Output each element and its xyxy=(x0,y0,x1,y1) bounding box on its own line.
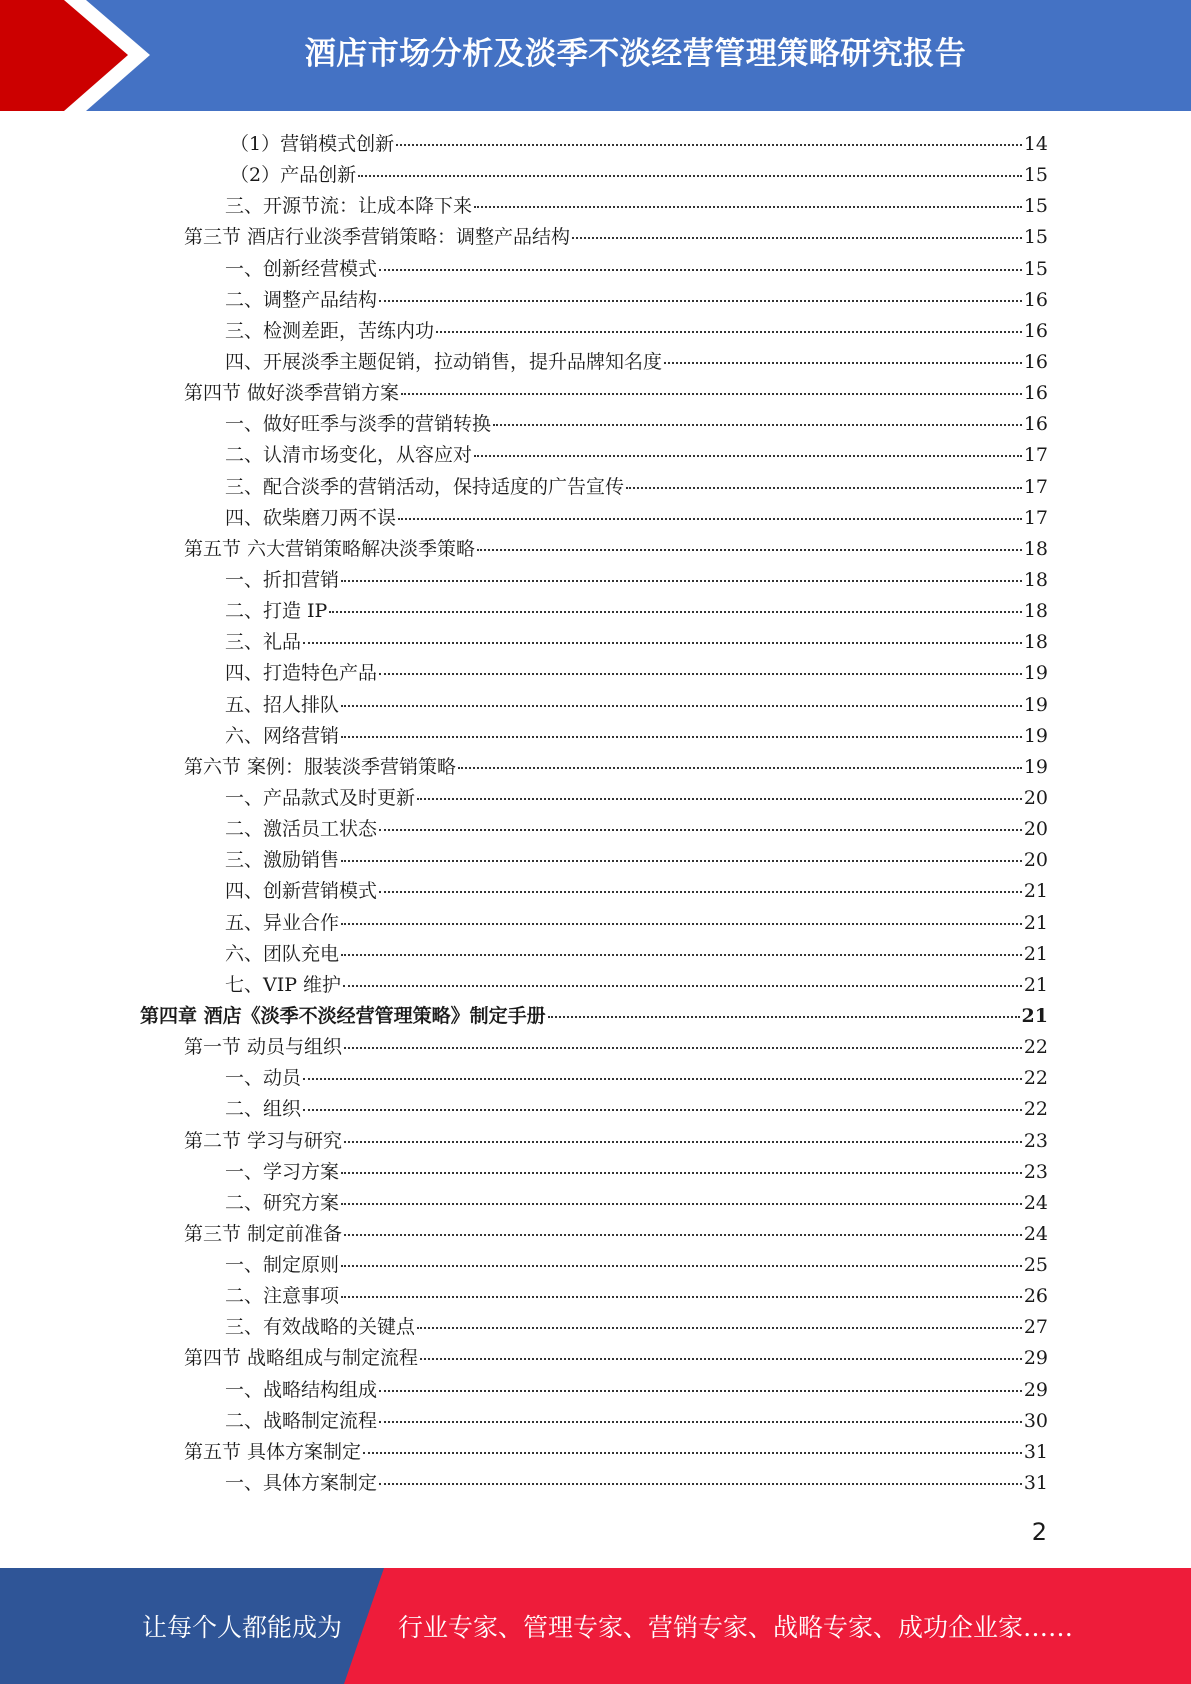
toc-entry-title: 第三节 酒店行业淡季营销策略：调整产品结构 xyxy=(184,226,571,249)
toc-dot-leader xyxy=(344,1234,1022,1236)
toc-entry-title: 一、产品款式及时更新 xyxy=(225,786,416,809)
toc-entry[interactable] xyxy=(140,1001,1048,1032)
toc-entry-title: 一、创新经营模式 xyxy=(225,257,378,280)
toc-entry-page-number: 27 xyxy=(1023,1316,1048,1339)
toc-entry-title: 六、网络营销 xyxy=(225,724,340,747)
toc-entry-title: 第二节 学习与研究 xyxy=(184,1129,343,1152)
toc-dot-leader xyxy=(341,1296,1022,1298)
toc-entry-title: 第五节 具体方案制定 xyxy=(184,1440,362,1463)
toc-entry-title: 四、开展淡季主题促销，拉动销售，提升品牌知名度 xyxy=(225,350,663,373)
toc-entry-page-number: 30 xyxy=(1023,1409,1048,1432)
toc-dot-leader xyxy=(401,393,1022,395)
toc-dot-leader xyxy=(358,175,1022,177)
toc-entry[interactable] xyxy=(140,1032,1048,1063)
toc-entry[interactable] xyxy=(140,565,1048,596)
toc-entry[interactable] xyxy=(140,814,1048,845)
toc-entry-title: 五、招人排队 xyxy=(225,693,340,716)
toc-dot-leader xyxy=(303,1078,1022,1080)
toc-entry-page-number: 15 xyxy=(1023,164,1048,187)
toc-entry[interactable] xyxy=(140,1406,1048,1437)
toc-entry[interactable] xyxy=(140,129,1048,160)
toc-entry-title: 第三节 制定前准备 xyxy=(184,1222,343,1245)
toc-entry-page-number: 19 xyxy=(1023,662,1048,685)
toc-entry-page-number: 25 xyxy=(1023,1254,1048,1277)
toc-entry-page-number: 19 xyxy=(1023,693,1048,716)
toc-dot-leader xyxy=(417,1327,1022,1329)
toc-entry[interactable] xyxy=(140,347,1048,378)
toc-entry-title: 三、检测差距，苦练内功 xyxy=(225,319,435,342)
toc-entry-page-number: 21 xyxy=(1023,942,1048,965)
toc-entry[interactable] xyxy=(140,1094,1048,1125)
toc-entry-title: 四、砍柴磨刀两不误 xyxy=(225,506,397,529)
toc-dot-leader xyxy=(379,829,1022,831)
toc-entry-page-number: 16 xyxy=(1023,319,1048,342)
toc-entry-page-number: 15 xyxy=(1023,195,1048,218)
toc-dot-leader xyxy=(341,860,1022,862)
toc-dot-leader xyxy=(436,331,1022,333)
toc-entry-page-number: 23 xyxy=(1023,1129,1048,1152)
toc-entry[interactable] xyxy=(140,503,1048,534)
toc-entry-page-number: 16 xyxy=(1023,350,1048,373)
toc-entry-title: 第四章 酒店《淡季不淡经营管理策略》制定手册 xyxy=(140,1004,546,1027)
toc-dot-leader xyxy=(341,954,1022,956)
toc-entry-title: 二、注意事项 xyxy=(225,1285,340,1308)
toc-entry-title: 一、战略结构组成 xyxy=(225,1378,378,1401)
toc-entry-title: 五、异业合作 xyxy=(225,911,340,934)
toc-entry-title: 一、折扣营销 xyxy=(225,568,340,591)
toc-entry-title: 第一节 动员与组织 xyxy=(184,1036,343,1059)
toc-entry-page-number: 29 xyxy=(1023,1378,1048,1401)
toc-entry[interactable] xyxy=(140,627,1048,658)
toc-entry-title: 一、具体方案制定 xyxy=(225,1472,378,1495)
toc-entry-title: 二、激活员工状态 xyxy=(225,818,378,841)
toc-entry-title: 六、团队充电 xyxy=(225,942,340,965)
toc-dot-leader xyxy=(417,798,1022,800)
toc-entry-title: （1）营销模式创新 xyxy=(230,133,395,155)
toc-entry-page-number: 16 xyxy=(1023,382,1048,405)
toc-entry[interactable] xyxy=(140,908,1048,939)
page-header xyxy=(0,0,1191,111)
toc-entry-title: 三、配合淡季的营销活动，保持适度的广告宣传 xyxy=(225,475,625,498)
toc-entry-page-number: 22 xyxy=(1023,1036,1048,1059)
toc-dot-leader xyxy=(379,673,1022,675)
toc-entry-title: 第五节 六大营销策略解决淡季策略 xyxy=(184,537,476,560)
document-title: 酒店市场分析及淡季不淡经营管理策略研究报告 xyxy=(304,35,967,72)
toc-entry-title: 二、战略制定流程 xyxy=(225,1409,378,1432)
toc-entry[interactable] xyxy=(140,222,1048,253)
toc-entry-page-number: 20 xyxy=(1023,818,1048,841)
toc-entry-title: 四、创新营销模式 xyxy=(225,880,378,903)
toc-dot-leader xyxy=(458,767,1022,769)
toc-entry[interactable] xyxy=(140,970,1048,1001)
toc-entry-page-number: 24 xyxy=(1023,1222,1048,1245)
toc-entry[interactable] xyxy=(140,1157,1048,1188)
toc-entry-title: 四、打造特色产品 xyxy=(225,662,378,685)
toc-entry-title: 三、礼品 xyxy=(225,631,302,654)
toc-dot-leader xyxy=(572,237,1022,239)
toc-entry-page-number: 21 xyxy=(1023,973,1048,996)
toc-dot-leader xyxy=(379,1483,1022,1485)
toc-entry-page-number: 22 xyxy=(1023,1067,1048,1090)
toc-dot-leader xyxy=(664,362,1022,364)
toc-entry[interactable] xyxy=(140,721,1048,752)
toc-dot-leader xyxy=(379,1421,1022,1423)
toc-dot-leader xyxy=(420,1358,1022,1360)
toc-entry[interactable] xyxy=(140,1126,1048,1157)
toc-entry-title: 第四节 战略组成与制定流程 xyxy=(184,1347,419,1370)
footer-slogan-left: 让每个人都能成为 xyxy=(142,1613,343,1642)
toc-entry[interactable] xyxy=(140,1343,1048,1374)
toc-dot-leader xyxy=(363,1452,1022,1454)
toc-entry[interactable] xyxy=(140,1281,1048,1312)
toc-entry-title: 二、调整产品结构 xyxy=(225,288,378,311)
toc-dot-leader xyxy=(379,1390,1022,1392)
toc-entry-page-number: 21 xyxy=(1023,880,1048,903)
toc-entry-title: 七、VIP 维护 xyxy=(225,973,342,996)
toc-dot-leader xyxy=(396,144,1022,146)
page-number: 2 xyxy=(1031,1518,1047,1546)
toc-entry-page-number: 14 xyxy=(1023,133,1048,155)
toc-entry-title: 二、认清市场变化，从容应对 xyxy=(225,444,473,467)
toc-entry-title: 一、学习方案 xyxy=(225,1160,340,1183)
toc-dot-leader xyxy=(344,1141,1022,1143)
toc-entry[interactable] xyxy=(140,596,1048,627)
toc-dot-leader xyxy=(344,1047,1022,1049)
toc-entry[interactable] xyxy=(140,1437,1048,1468)
toc-entry-title: 二、研究方案 xyxy=(225,1191,340,1214)
toc-dot-leader xyxy=(379,269,1022,271)
toc-entry[interactable] xyxy=(140,1375,1048,1406)
toc-entry[interactable] xyxy=(140,783,1048,814)
toc-dot-leader xyxy=(474,206,1022,208)
toc-entry-page-number: 17 xyxy=(1023,475,1048,498)
page-footer xyxy=(0,1568,1191,1684)
toc-entry[interactable] xyxy=(140,1312,1048,1343)
toc-entry[interactable] xyxy=(140,1219,1048,1250)
toc-entry-page-number: 24 xyxy=(1023,1191,1048,1214)
toc-dot-leader xyxy=(329,611,1021,613)
toc-entry[interactable] xyxy=(140,845,1048,876)
toc-entry-title: 第六节 案例：服装淡季营销策略 xyxy=(184,755,457,778)
toc-entry-page-number: 15 xyxy=(1023,226,1048,249)
toc-entry-page-number: 31 xyxy=(1023,1472,1048,1495)
toc-entry-page-number: 31 xyxy=(1023,1440,1048,1463)
toc-dot-leader xyxy=(548,1016,1020,1018)
toc-dot-leader xyxy=(626,487,1022,489)
toc-entry-page-number: 20 xyxy=(1023,849,1048,872)
toc-entry-page-number: 29 xyxy=(1023,1347,1048,1370)
toc-entry-title: 三、激励销售 xyxy=(225,849,340,872)
toc-entry-page-number: 18 xyxy=(1023,537,1048,560)
toc-entry-title: 二、组织 xyxy=(225,1098,302,1121)
toc-dot-leader xyxy=(379,300,1022,302)
toc-entry-title: 一、做好旺季与淡季的营销转换 xyxy=(225,413,492,436)
toc-entry-page-number: 15 xyxy=(1023,257,1048,280)
toc-dot-leader xyxy=(341,1265,1022,1267)
toc-entry-title: 三、有效战略的关键点 xyxy=(225,1316,416,1339)
toc-entry-page-number: 18 xyxy=(1023,600,1048,623)
toc-entry-page-number: 21 xyxy=(1021,1004,1048,1027)
toc-dot-leader xyxy=(477,549,1022,551)
toc-dot-leader xyxy=(303,1109,1022,1111)
toc-entry-page-number: 26 xyxy=(1023,1285,1048,1308)
toc-dot-leader xyxy=(343,985,1022,987)
toc-entry[interactable] xyxy=(140,254,1048,285)
toc-entry[interactable] xyxy=(140,191,1048,222)
toc-dot-leader xyxy=(303,642,1022,644)
toc-entry[interactable] xyxy=(140,1188,1048,1219)
toc-entry[interactable] xyxy=(140,316,1048,347)
toc-entry-title: （2）产品创新 xyxy=(230,164,357,187)
footer-slogan-right: 行业专家、管理专家、营销专家、战略专家、成功企业家…… xyxy=(398,1613,1074,1642)
toc-dot-leader xyxy=(493,424,1022,426)
toc-entry-page-number: 17 xyxy=(1023,444,1048,467)
toc-entry[interactable] xyxy=(140,1063,1048,1094)
toc-entry[interactable] xyxy=(140,752,1048,783)
toc-entry-page-number: 16 xyxy=(1023,413,1048,436)
toc-dot-leader xyxy=(341,580,1022,582)
toc-entry-title: 三、开源节流：让成本降下来 xyxy=(225,195,473,218)
toc-entry[interactable] xyxy=(140,472,1048,503)
toc-entry-title: 第四节 做好淡季营销方案 xyxy=(184,382,400,405)
toc-entry-title: 一、动员 xyxy=(225,1067,302,1090)
toc-entry[interactable] xyxy=(140,160,1048,191)
toc-entry[interactable] xyxy=(140,658,1048,689)
toc-dot-leader xyxy=(341,1203,1022,1205)
toc-dot-leader xyxy=(474,455,1022,457)
toc-entry-page-number: 18 xyxy=(1023,568,1048,591)
toc-entry[interactable] xyxy=(140,690,1048,721)
toc-dot-leader xyxy=(341,705,1022,707)
toc-entry-page-number: 23 xyxy=(1023,1160,1048,1183)
toc-entry-page-number: 20 xyxy=(1023,786,1048,809)
toc-dot-leader xyxy=(341,923,1022,925)
toc-entry-page-number: 19 xyxy=(1023,724,1048,747)
toc-entry[interactable] xyxy=(140,285,1048,316)
toc-entry-title: 一、制定原则 xyxy=(225,1254,340,1277)
toc-entry-page-number: 22 xyxy=(1023,1098,1048,1121)
table-of-contents xyxy=(140,129,1048,1499)
toc-dot-leader xyxy=(341,1172,1022,1174)
toc-entry[interactable] xyxy=(140,440,1048,471)
toc-entry-page-number: 16 xyxy=(1023,288,1048,311)
toc-entry-page-number: 18 xyxy=(1023,631,1048,654)
toc-entry[interactable] xyxy=(140,1468,1048,1499)
toc-dot-leader xyxy=(379,891,1022,893)
toc-entry-page-number: 19 xyxy=(1023,755,1048,778)
toc-entry[interactable] xyxy=(140,876,1048,907)
toc-entry-page-number: 17 xyxy=(1023,506,1048,529)
toc-entry-page-number: 21 xyxy=(1023,911,1048,934)
toc-entry[interactable] xyxy=(140,534,1048,565)
toc-dot-leader xyxy=(398,518,1022,520)
toc-entry-title: 二、打造 IP xyxy=(225,600,328,623)
toc-dot-leader xyxy=(341,736,1022,738)
toc-entry[interactable] xyxy=(140,939,1048,970)
toc-entry[interactable] xyxy=(140,409,1048,440)
toc-entry[interactable] xyxy=(140,1250,1048,1281)
toc-entry[interactable] xyxy=(140,378,1048,409)
